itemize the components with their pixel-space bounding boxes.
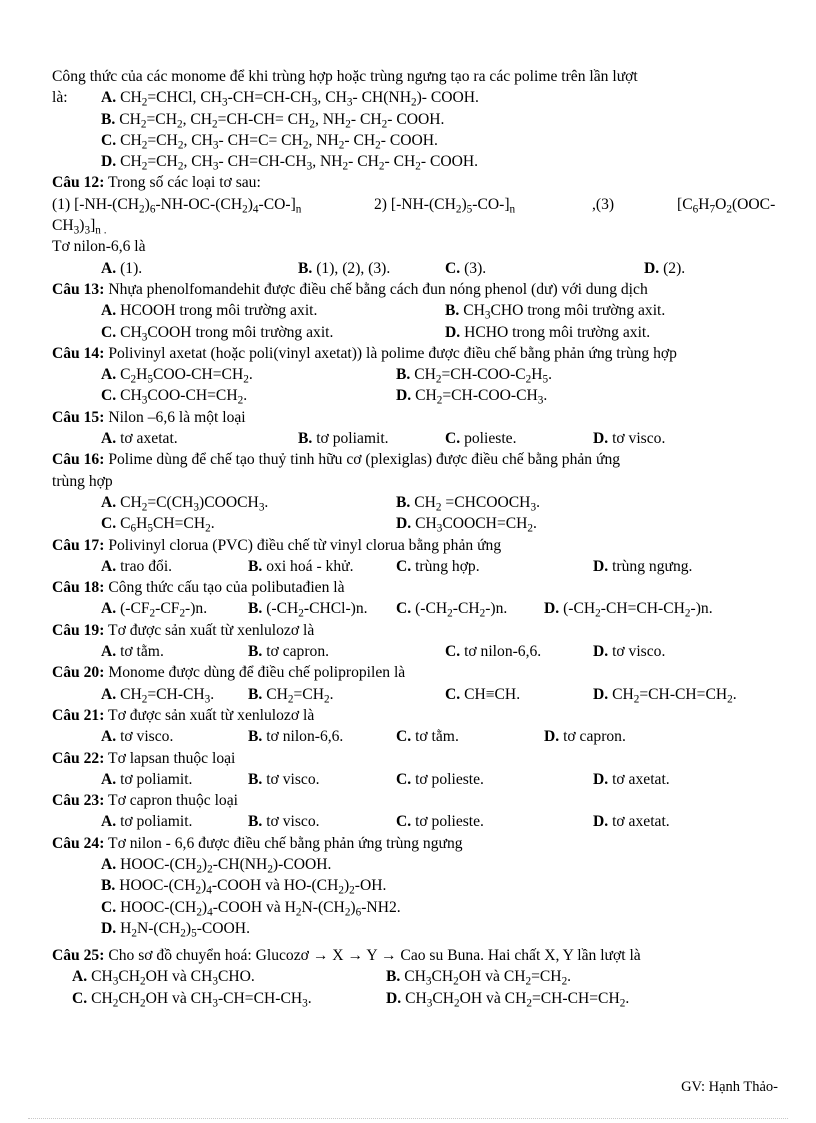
question-22: Câu 22: Tơ lapsan thuộc loại xyxy=(52,749,236,767)
question-label: Câu 13: xyxy=(52,280,105,298)
option-label: A. xyxy=(101,770,117,788)
answer-option: D. $H_2N-(CH_2)_5$-COOH. xyxy=(101,919,250,940)
intro-option-b xyxy=(52,109,792,130)
answer-option: C. $CH_2=CH_2$, $CH_3-$ $CH=C= CH_2$, $NH_2-$ $CH_2-$ COOH. xyxy=(101,131,438,152)
option-label: C. xyxy=(72,989,88,1007)
teacher-signature: GV: Hạnh Thảo- xyxy=(681,1079,778,1095)
answer-option: D. tơ capron. xyxy=(544,728,626,746)
question-23: Câu 23: Tơ capron thuộc loại xyxy=(52,792,238,810)
option-label: B. xyxy=(248,728,263,746)
question-label: Câu 12: xyxy=(52,174,105,192)
question-15: Câu 15: Nilon –6,6 là một loại xyxy=(52,408,246,426)
answer-option: B. oxi hoá - khử. xyxy=(248,557,354,575)
question-14-options-ab xyxy=(52,364,792,385)
option-label: B. xyxy=(248,600,263,618)
answer-option: A. HCOOH trong môi trường axit. xyxy=(101,302,318,320)
answer-option: B. HOOC-$(CH_2)_4$-COOH và $HO-(CH_2)_2-OH$. xyxy=(101,877,387,897)
option-label: C. xyxy=(101,515,117,533)
answer-option: A. tơ tằm. xyxy=(101,643,164,661)
answer-option: D. $CH_2=CH_2$, $CH_3-$ $CH=CH-CH_3$, $NH_2-$ $CH_2-$ $CH_2-$ COOH. xyxy=(101,153,479,173)
option-label: B. xyxy=(248,685,263,703)
option-label: A. xyxy=(101,600,117,618)
question-label: Câu 25: xyxy=(52,947,105,965)
option-label: A. xyxy=(101,813,117,831)
option-label: C. xyxy=(396,600,412,618)
answer-option: C. trùng hợp. xyxy=(396,557,480,575)
answer-option: A. $CH_3CH_2OH$ và $CH_3CHO$. xyxy=(72,968,255,988)
answer-option: D. (2). xyxy=(644,259,686,277)
option-label: D. xyxy=(396,515,412,533)
answer-option: C. polieste. xyxy=(445,430,517,448)
answer-option: ,(3) xyxy=(592,195,615,213)
answer-option: C. $CH_3COOH$ trong môi trường axit. xyxy=(101,323,334,343)
question-label: Câu 14: xyxy=(52,344,105,362)
answer-option: B. $CH_3CHO$ trong môi trường axit. xyxy=(445,302,666,322)
intro-option-c xyxy=(52,130,792,151)
answer-option: A. trao đổi. xyxy=(101,557,173,575)
option-label: D. xyxy=(593,557,609,575)
option-label: C. xyxy=(396,770,412,788)
option-label: D. xyxy=(396,387,412,405)
question-17: Câu 17: Polivinyl clorua (PVC) điều chế từ vinyl clorua bằng phản ứng xyxy=(52,536,502,554)
answer-option: B. $CH_2=CH-COO-C_2H_5$. xyxy=(396,366,553,386)
answer-option: 2) $[-NH-(CH_2)_5-CO-]_n$ xyxy=(374,195,516,216)
question-14: Câu 14: Polivinyl axetat (hoặc poli(vinyl axetat)) là polime được điều chế bằng phản ứng trùng hợp xyxy=(52,344,677,362)
question-19: Câu 19: Tơ được sản xuất từ xenlulozơ là xyxy=(52,621,315,639)
question-label: Câu 22: xyxy=(52,749,105,767)
question-18-options xyxy=(52,598,792,619)
question-24-option-d xyxy=(52,918,792,939)
option-label: B. xyxy=(101,110,116,128)
option-label: B. xyxy=(396,493,411,511)
answer-option: C. tơ polieste. xyxy=(396,770,484,788)
answer-option: D. $CH_2=CH-CH=CH_2$. xyxy=(593,685,737,705)
answer-option: [$C_6H_7O_2(OOC-$ xyxy=(677,195,776,216)
answer-option: C. $(-CH_2-CH_2-)n$. xyxy=(396,600,508,620)
option-label: B. xyxy=(248,643,263,661)
answer-option: C. tơ tằm. xyxy=(396,728,459,746)
question-label: Câu 18: xyxy=(52,579,105,597)
option-label: B. xyxy=(248,557,263,575)
option-label: A. xyxy=(101,89,117,107)
option-label: B. xyxy=(298,430,313,448)
answer-option: D. HCHO trong môi trường axit. xyxy=(445,323,651,341)
option-label: C. xyxy=(101,387,117,405)
option-label: C. xyxy=(445,259,461,277)
answer-option: B. $(-CH_2-CHCl-)n$. xyxy=(248,600,368,620)
option-label: B. xyxy=(445,302,460,320)
answer-option: B. tơ visco. xyxy=(248,770,320,788)
question-12-options xyxy=(52,258,792,279)
question-12: Câu 12: Trong số các loại tơ sau: xyxy=(52,174,261,192)
question-19-options xyxy=(52,641,792,662)
intro-option-a: là: A. $CH_2=CHCl$, $CH_3-CH=CH-CH_3$, $CH_3-$ $CH(NH_2)-$ COOH. xyxy=(52,89,479,109)
answer-option: B. tơ visco. xyxy=(248,813,320,831)
option-label: D. xyxy=(445,323,461,341)
option-label: C. xyxy=(396,557,412,575)
answer-option: A. $C_2H_5COO-CH=CH_2$. xyxy=(101,366,253,386)
answer-option: D. trùng ngưng. xyxy=(593,557,693,575)
option-label: D. xyxy=(644,259,660,277)
question-label: Câu 16: xyxy=(52,451,105,469)
answer-option: C. $CH_2CH_2OH$ và $CH_3-CH=CH-CH_3$. xyxy=(72,989,312,1010)
answer-option: A. HOOC-$(CH_2)_2-CH(NH_2)$-COOH. xyxy=(101,855,332,876)
option-label: A. xyxy=(101,685,117,703)
question-25-options-ab xyxy=(52,966,792,987)
question-23-options xyxy=(52,811,792,832)
option-label: C. xyxy=(445,685,461,703)
answer-option: (1) $[-NH-(CH_2)_6-NH-OC-(CH_2)_4-CO-]_n$ xyxy=(52,195,302,216)
question-label: Câu 15: xyxy=(52,408,105,426)
option-label: C. xyxy=(396,813,412,831)
option-label: D. xyxy=(101,919,117,937)
option-label: B. xyxy=(248,813,263,831)
option-label: D. xyxy=(544,728,560,746)
answer-option: C. tơ polieste. xyxy=(396,813,484,831)
option-label: A. xyxy=(101,557,117,575)
option-label: D. xyxy=(593,430,609,448)
question-24-option-a xyxy=(52,854,792,875)
answer-option: B. $CH_2=CH_2$, $CH_2=CH-CH= CH_2$, $NH_2-$ $CH_2-$ COOH. xyxy=(101,110,445,130)
question-20-options xyxy=(52,684,792,705)
option-label: D. xyxy=(386,989,402,1007)
question-16: Câu 16: Polime dùng để chế tạo thuỷ tinh hữu cơ (plexiglas) được điều chế bằng phản ứng xyxy=(52,451,621,469)
answer-option: A. $CH_2=CHCl$, $CH_3-CH=CH-CH_3$, $CH_3-$ $CH(NH_2)-$ COOH. xyxy=(101,89,479,109)
question-16-cont: trùng hợp xyxy=(52,472,113,490)
question-12-ask: Tơ nilon-6,6 là xyxy=(52,238,146,256)
question-24: Câu 24: Tơ nilon - 6,6 được điều chế bằng phản ứng trùng ngưng xyxy=(52,834,463,852)
option-label: A. xyxy=(101,728,117,746)
option-label: C. xyxy=(396,728,412,746)
question-22-options xyxy=(52,769,792,790)
answer-option: A. $(-CF_2-CF_2-)n$. xyxy=(101,600,208,620)
question-17-options xyxy=(52,556,792,577)
question-label: Câu 20: xyxy=(52,664,105,682)
question-12-formulas xyxy=(52,194,792,215)
question-13-options-cd xyxy=(52,322,792,343)
question-13: Câu 13: Nhựa phenolfomandehit được điều chế bằng cách đun nóng phenol (dư) với dung dịch xyxy=(52,280,648,298)
option-label: A. xyxy=(101,855,117,873)
answer-option: B. $CH_3CH_2OH$ và $CH_2=CH_2$. xyxy=(386,968,572,988)
answer-option: D. $(-CH_2-CH=CH-CH_2-)n$. xyxy=(544,600,713,620)
question-25-options-cd xyxy=(52,988,792,1009)
answer-option: A. (1). xyxy=(101,259,143,277)
intro-option-d xyxy=(52,151,792,172)
question-24-option-c xyxy=(52,897,792,918)
answer-option: D. $CH_2=CH-COO-CH_3$. xyxy=(396,387,548,407)
answer-option: C. CH≡CH. xyxy=(445,685,521,703)
question-13-options-ab xyxy=(52,300,792,321)
answer-option: A. tơ poliamit. xyxy=(101,770,193,788)
question-25: Câu 25: Cho sơ đồ chuyển hoá: Glucozơ → X → Y → Cao su Buna. Hai chất X, Y lần lượt là xyxy=(52,947,641,965)
intro-text: Công thức của các monome để khi trùng hợp hoặc trùng ngưng tạo ra các polime trên lần lượt xyxy=(52,68,638,85)
option-label: A. xyxy=(101,366,117,384)
answer-option: A. $CH_2=CH-CH_3$. xyxy=(101,685,215,705)
answer-option: C. tơ nilon-6,6. xyxy=(445,643,542,661)
question-12-formulas-cont: $CH_3)_3]_{n .}$ xyxy=(52,217,107,237)
option-label: C. xyxy=(101,898,117,916)
option-label: D. xyxy=(544,600,560,618)
answer-option: B. $CH_2=CH_2$. xyxy=(248,685,334,705)
answer-option: D. tơ axetat. xyxy=(593,813,670,831)
answer-option: B. $CH_2$ $=CHCOOCH_3$. xyxy=(396,493,540,514)
option-label: B. xyxy=(396,366,411,384)
answer-option: D. tơ visco. xyxy=(593,643,666,661)
option-label: A. xyxy=(101,493,117,511)
question-21: Câu 21: Tơ được sản xuất từ xenlulozơ là xyxy=(52,706,315,724)
option-label: D. xyxy=(593,643,609,661)
option-label: D. xyxy=(101,153,117,171)
question-16-options-ab xyxy=(52,492,792,513)
document-body xyxy=(52,66,792,1009)
answer-option: B. tơ capron. xyxy=(248,643,330,661)
answer-option: C. $CH_3COO-CH=CH_2$. xyxy=(101,387,248,407)
option-label: C. xyxy=(445,430,461,448)
option-label: C. xyxy=(101,131,117,149)
question-18: Câu 18: Công thức cấu tạo của polibutađien là xyxy=(52,579,345,597)
answer-option: A. tơ poliamit. xyxy=(101,813,193,831)
question-16-options-cd xyxy=(52,513,792,534)
answer-option: A. tơ visco. xyxy=(101,728,174,746)
option-label: B. xyxy=(386,968,401,986)
option-label: B. xyxy=(248,770,263,788)
question-label: Câu 24: xyxy=(52,834,105,852)
option-label: A. xyxy=(101,430,117,448)
page-divider xyxy=(28,1118,788,1119)
answer-option: B. (1), (2), (3). xyxy=(298,259,391,277)
option-label: D. xyxy=(593,770,609,788)
option-label: C. xyxy=(101,323,117,341)
option-label: A. xyxy=(101,259,117,277)
answer-option: A. $CH_2=C(CH_3)COOCH_3$. xyxy=(101,493,269,514)
answer-option: D. tơ visco. xyxy=(593,430,666,448)
answer-option: C. HOOC-$(CH_2)_4$-COOH và $H_2N-(CH_2)_6-NH2$. xyxy=(101,898,401,918)
option-label: B. xyxy=(298,259,313,277)
answer-option: C. (3). xyxy=(445,259,487,277)
answer-option: B. tơ nilon-6,6. xyxy=(248,728,344,746)
answer-option: C. $C_6H_5CH=CH_2$. xyxy=(101,515,215,535)
question-15-options xyxy=(52,428,792,449)
question-label: Câu 21: xyxy=(52,706,105,724)
option-label: A. xyxy=(101,302,117,320)
option-label: D. xyxy=(593,813,609,831)
answer-option: D. tơ axetat. xyxy=(593,770,670,788)
question-21-options xyxy=(52,726,792,747)
answer-option: D. $CH_3CH_2OH$ và $CH_2=CH-CH=CH_2$. xyxy=(386,989,630,1010)
option-label: B. xyxy=(101,877,116,895)
answer-option: A. tơ axetat. xyxy=(101,430,178,448)
question-label: Câu 23: xyxy=(52,792,105,810)
question-20: Câu 20: Monome được dùng để điều chế polipropilen là xyxy=(52,664,406,682)
question-label: Câu 17: xyxy=(52,536,105,554)
question-label: Câu 19: xyxy=(52,621,105,639)
option-label: A. xyxy=(101,643,117,661)
option-label: D. xyxy=(593,685,609,703)
answer-option: D. $CH_3COOCH=CH_2$. xyxy=(396,515,537,535)
option-label: A. xyxy=(72,968,88,986)
answer-option: B. tơ poliamit. xyxy=(298,430,389,448)
option-label: C. xyxy=(445,643,461,661)
question-14-options-cd xyxy=(52,385,792,406)
question-24-option-b xyxy=(52,875,792,896)
